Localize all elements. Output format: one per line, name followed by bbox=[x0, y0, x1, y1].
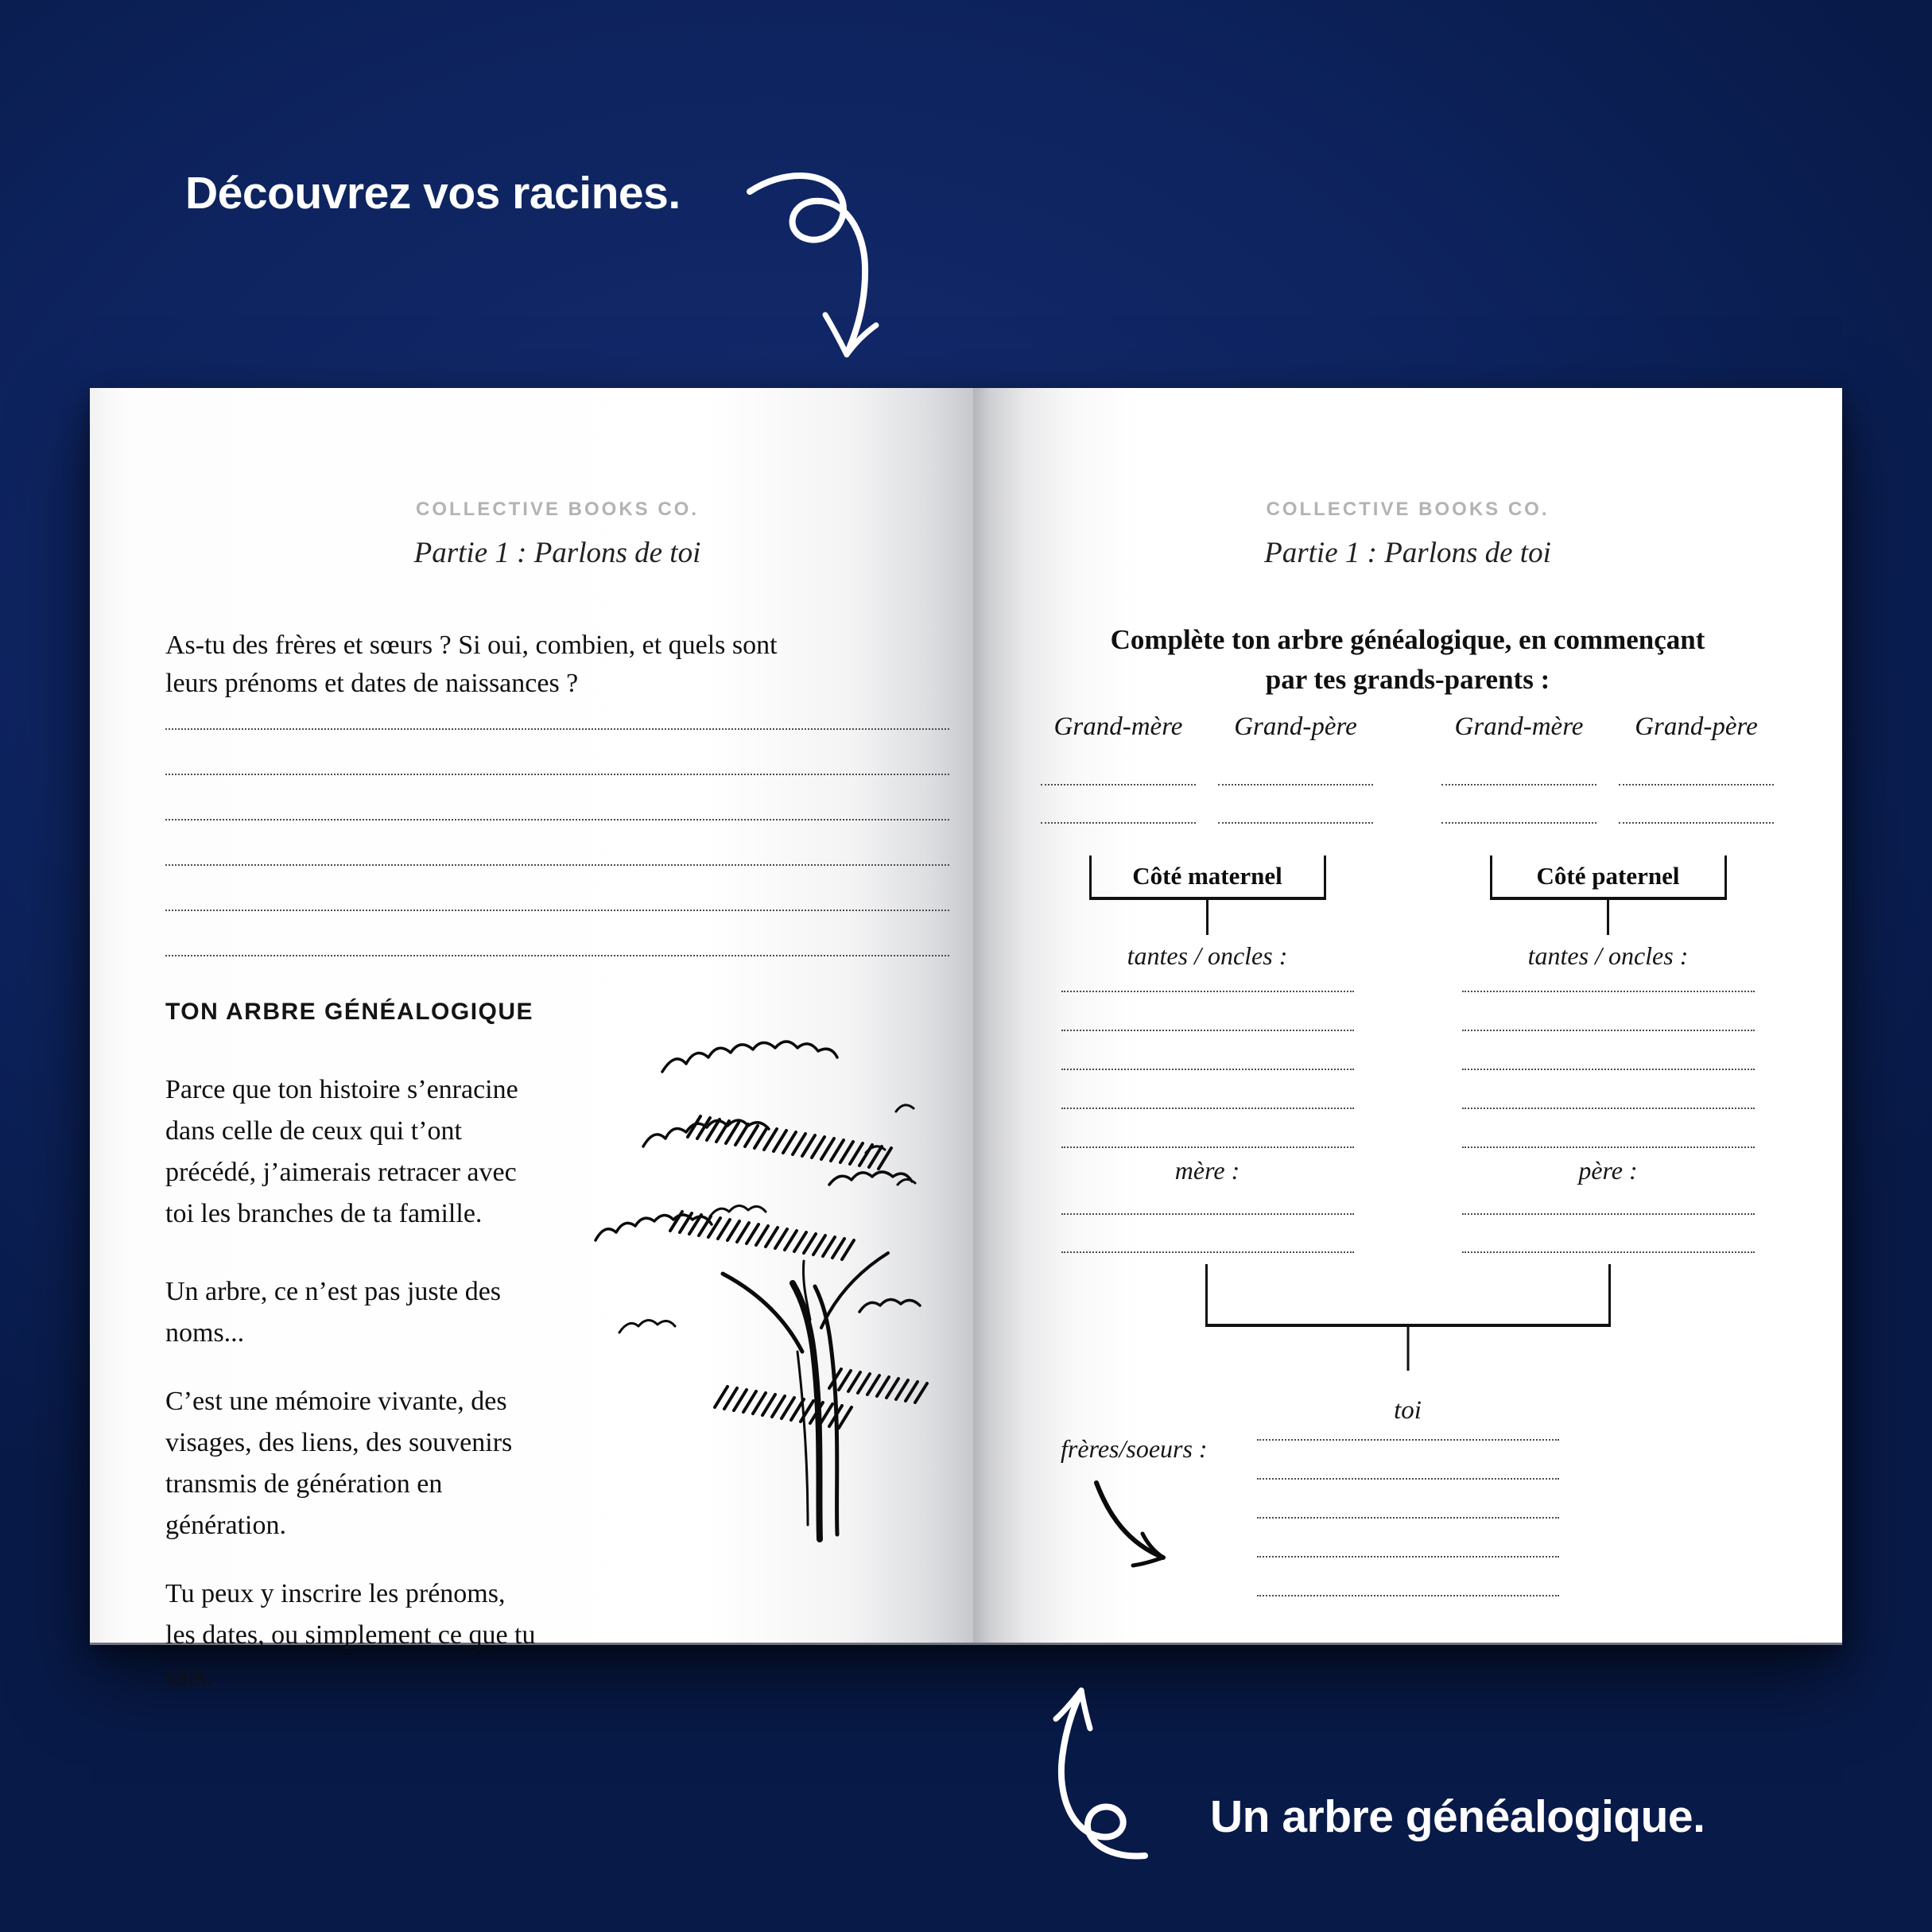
maternal-side-label: Côté maternel bbox=[1132, 862, 1282, 890]
grandparent-column bbox=[1218, 711, 1373, 824]
grandmother-label: Grand-mère bbox=[1454, 712, 1584, 741]
write-line bbox=[1619, 743, 1774, 786]
answer-line bbox=[165, 821, 949, 866]
tree-instruction: Complète ton arbre généalogique, en commençant par tes grands-parents : bbox=[1110, 624, 1705, 695]
write-line bbox=[1462, 1031, 1755, 1070]
write-line bbox=[1257, 1441, 1559, 1480]
answer-line bbox=[165, 708, 949, 730]
aunts-uncles-label: tantes / oncles : bbox=[1127, 941, 1288, 970]
write-line bbox=[1041, 743, 1196, 786]
curved-arrow-up-icon bbox=[1026, 1679, 1185, 1862]
right-page bbox=[973, 388, 1842, 1643]
paragraph: Un arbre, ce n’est pas juste des noms... bbox=[165, 1277, 502, 1348]
maternal-side bbox=[1041, 824, 1374, 1253]
write-line bbox=[1061, 1031, 1354, 1070]
paragraph: Tu peux y inscrire les prénoms, les dates, ou simplement ce que tu sais. bbox=[165, 1579, 536, 1691]
write-line bbox=[1462, 1109, 1755, 1148]
grandparent-column bbox=[1619, 711, 1774, 824]
brand-header: COLLECTIVE BOOKS CO. bbox=[415, 499, 699, 520]
answer-lines bbox=[165, 708, 949, 956]
write-line bbox=[1441, 743, 1596, 786]
brand-header: COLLECTIVE BOOKS CO. bbox=[1266, 499, 1550, 520]
paragraph: C’est une mémoire vivante, des visages, des liens, des souvenirs transmis de génération en génération. bbox=[165, 1387, 513, 1540]
aunts-uncles-lines bbox=[1462, 972, 1755, 1148]
answer-line bbox=[165, 911, 949, 956]
family-sides bbox=[1041, 824, 1775, 1253]
you-label: toi bbox=[1394, 1396, 1422, 1425]
parents-connector bbox=[1205, 1264, 1611, 1327]
write-line bbox=[1061, 972, 1354, 992]
connector-stem bbox=[1206, 900, 1208, 935]
siblings-section bbox=[1041, 1434, 1775, 1625]
grandfather-label: Grand-père bbox=[1234, 712, 1357, 741]
father-lines bbox=[1462, 1186, 1755, 1253]
mother-lines bbox=[1061, 1186, 1354, 1253]
write-line bbox=[1257, 1434, 1559, 1441]
write-line bbox=[1462, 972, 1755, 992]
write-line bbox=[1061, 1109, 1354, 1148]
write-line bbox=[1257, 1558, 1559, 1596]
question-text: As-tu des frères et sœurs ? Si oui, combien, et quels sont leurs prénoms et dates de naissances ? bbox=[165, 630, 778, 698]
write-line bbox=[1619, 786, 1774, 824]
siblings-lines bbox=[1257, 1434, 1559, 1596]
write-line bbox=[1061, 1186, 1354, 1215]
write-line bbox=[1462, 1070, 1755, 1109]
connector-stem bbox=[1406, 1327, 1409, 1371]
aunts-uncles-lines bbox=[1061, 972, 1354, 1148]
write-line bbox=[1218, 786, 1373, 824]
father-label: père : bbox=[1578, 1156, 1638, 1185]
write-line bbox=[1462, 992, 1755, 1031]
part-title: Partie 1 : Parlons de toi bbox=[1264, 537, 1551, 569]
top-caption: Découvrez vos racines. bbox=[185, 168, 681, 219]
siblings-label: frères/soeurs : bbox=[1061, 1434, 1208, 1463]
grandparent-column bbox=[1441, 711, 1596, 824]
write-line bbox=[1257, 1480, 1559, 1519]
write-line bbox=[1462, 1215, 1755, 1253]
section-heading: TON ARBRE GÉNÉALOGIQUE bbox=[165, 999, 534, 1025]
grandmother-label: Grand-mère bbox=[1053, 712, 1183, 741]
paternal-side bbox=[1441, 824, 1775, 1253]
left-page bbox=[90, 388, 973, 1691]
aunts-uncles-label: tantes / oncles : bbox=[1527, 941, 1689, 970]
grandparents-row bbox=[1041, 711, 1775, 824]
write-line bbox=[1257, 1519, 1559, 1558]
answer-line bbox=[165, 775, 949, 821]
paragraph: Parce que ton histoire s’enracine dans celle de ceux qui t’ont précédé, j’aimerais retracer avec toi les branches de ta famille. bbox=[165, 1075, 518, 1228]
part-title: Partie 1 : Parlons de toi bbox=[413, 537, 701, 569]
curved-arrow-down-icon bbox=[735, 163, 894, 370]
write-line bbox=[1061, 1215, 1354, 1253]
answer-line bbox=[165, 866, 949, 911]
write-line bbox=[1041, 786, 1196, 824]
maternal-grandparents bbox=[1041, 711, 1374, 824]
tree-illustration bbox=[567, 978, 942, 1544]
connector-stem bbox=[1607, 900, 1609, 935]
paternal-side-box bbox=[1490, 855, 1727, 900]
bottom-caption: Un arbre généalogique. bbox=[1210, 1791, 1705, 1842]
grandparent-column bbox=[1041, 711, 1196, 824]
write-line bbox=[1061, 992, 1354, 1031]
book-spread bbox=[90, 388, 1842, 1691]
maternal-side-box bbox=[1089, 855, 1326, 900]
grandfather-label: Grand-père bbox=[1635, 712, 1758, 741]
paternal-grandparents bbox=[1441, 711, 1775, 824]
write-line bbox=[1218, 743, 1373, 786]
paternal-side-label: Côté paternel bbox=[1536, 862, 1680, 890]
write-line bbox=[1441, 786, 1596, 824]
small-arrow-icon bbox=[1088, 1478, 1176, 1573]
write-line bbox=[1061, 1070, 1354, 1109]
answer-line bbox=[165, 730, 949, 775]
write-line bbox=[1462, 1186, 1755, 1215]
mother-label: mère : bbox=[1174, 1156, 1240, 1185]
